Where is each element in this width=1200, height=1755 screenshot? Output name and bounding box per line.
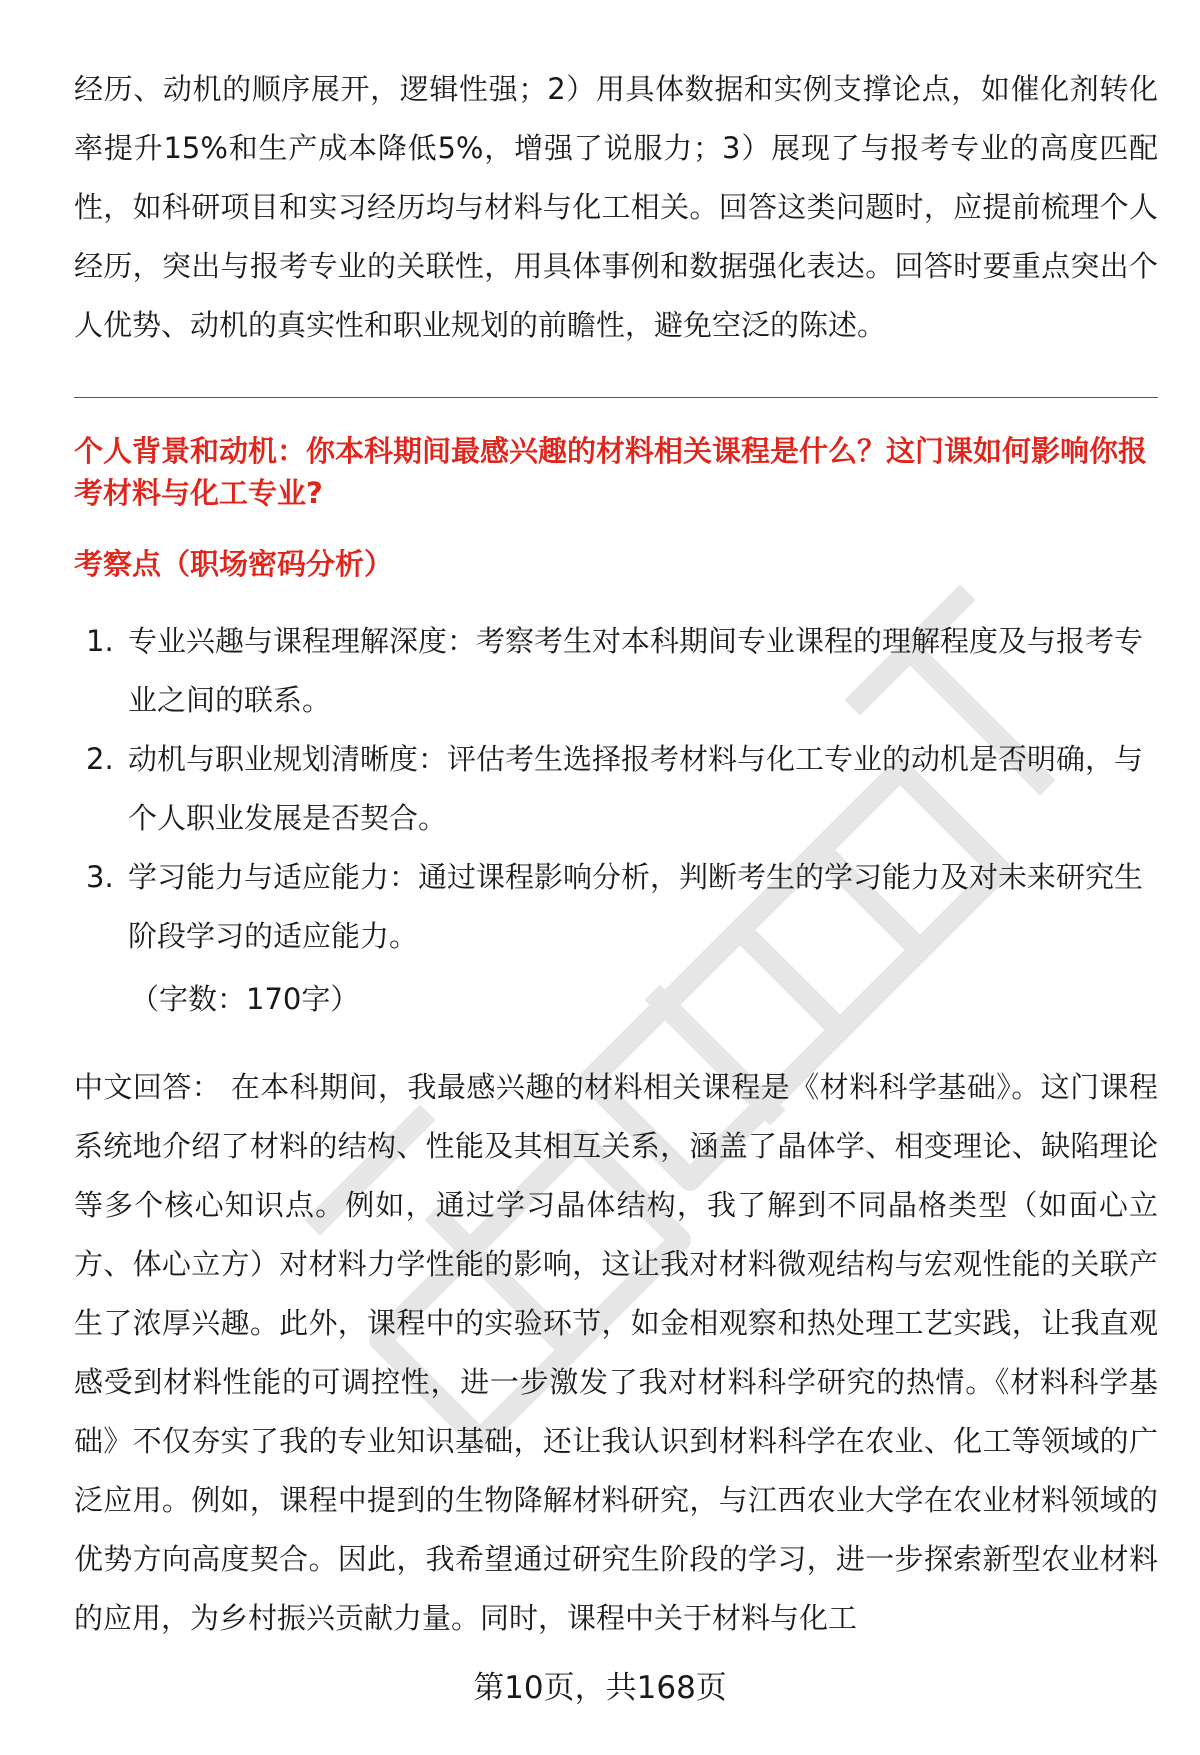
answer-paragraph: 中文回答： 在本科期间，我最感兴趣的材料相关课程是《材料科学基础》。这门课程系统地介绍了材料的结构、性能及其相互关系，涵盖了晶体学、相变理论、缺陷理论等多个核心知识点。例如，通过学习晶体结构，我了解到不同晶格类型（如面心立方、体心立方）对材料力学性能的影响，这让我对材料微观结构与宏观性能的关联产生了浓厚兴趣。此外，课程中的实验环节，如金相观察和热处理工艺实践，让我直观感受到材料性能的可调控性，进一步激发了我对材料科学研究的热情。《材料科学基础》不仅夯实了我的专业知识基础，还让我认识到材料科学在农业、化工等领域的广泛应用。例如，课程中提到的生物降解材料研究，与江西农业大学在农业材料领域的优势方向高度契合。因此，我希望通过研究生阶段的学习，进一步探索新型农业材料的应用，为乡村振兴贡献力量。同时，课程中关于材料与化工 xyxy=(74,1070,1158,1635)
question-title: 个人背景和动机：你本科期间最感兴趣的材料相关课程是什么？这门课如何影响你报考材料与化工专业? xyxy=(74,434,1148,510)
list-text: 动机与职业规划清晰度：评估考生选择报考材料与化工专业的动机是否明确，与个人职业发展是否契合。 xyxy=(128,742,1144,835)
list-number: 1. xyxy=(86,624,114,658)
subheading: 考察点（职场密码分析） xyxy=(74,547,394,581)
points-list xyxy=(74,612,1158,966)
answer-section xyxy=(74,1058,1158,1648)
intro-section xyxy=(74,60,1158,355)
list-item xyxy=(74,730,1158,848)
list-number: 2. xyxy=(86,742,114,776)
intro-paragraph: 经历、动机的顺序展开，逻辑性强；2）用具体数据和实例支撑论点，如催化剂转化率提升15%和生产成本降低5%，增强了说服力；3）展现了与报考专业的高度匹配性，如科研项目和实习经历均与材料与化工相关。回答这类问题时，应提前梳理个人经历，突出与报考专业的关联性，用具体事例和数据强化表达。回答时要重点突出个人优势、动机的真实性和职业规划的前瞻性，避免空泛的陈述。 xyxy=(74,72,1158,342)
list-item xyxy=(74,848,1158,966)
list-number: 3. xyxy=(86,860,114,894)
section-divider xyxy=(74,397,1158,398)
list-item xyxy=(74,612,1158,730)
word-count: （字数：170字） xyxy=(130,982,360,1016)
list-text: 专业兴趣与课程理解深度：考察考生对本科期间专业课程的理解程度及与报考专业之间的联系。 xyxy=(128,624,1144,717)
list-text: 学习能力与适应能力：通过课程影响分析，判断考生的学习能力及对未来研究生阶段学习的适应能力。 xyxy=(128,860,1144,953)
page-footer: 第10页，共168页 xyxy=(473,1670,727,1706)
